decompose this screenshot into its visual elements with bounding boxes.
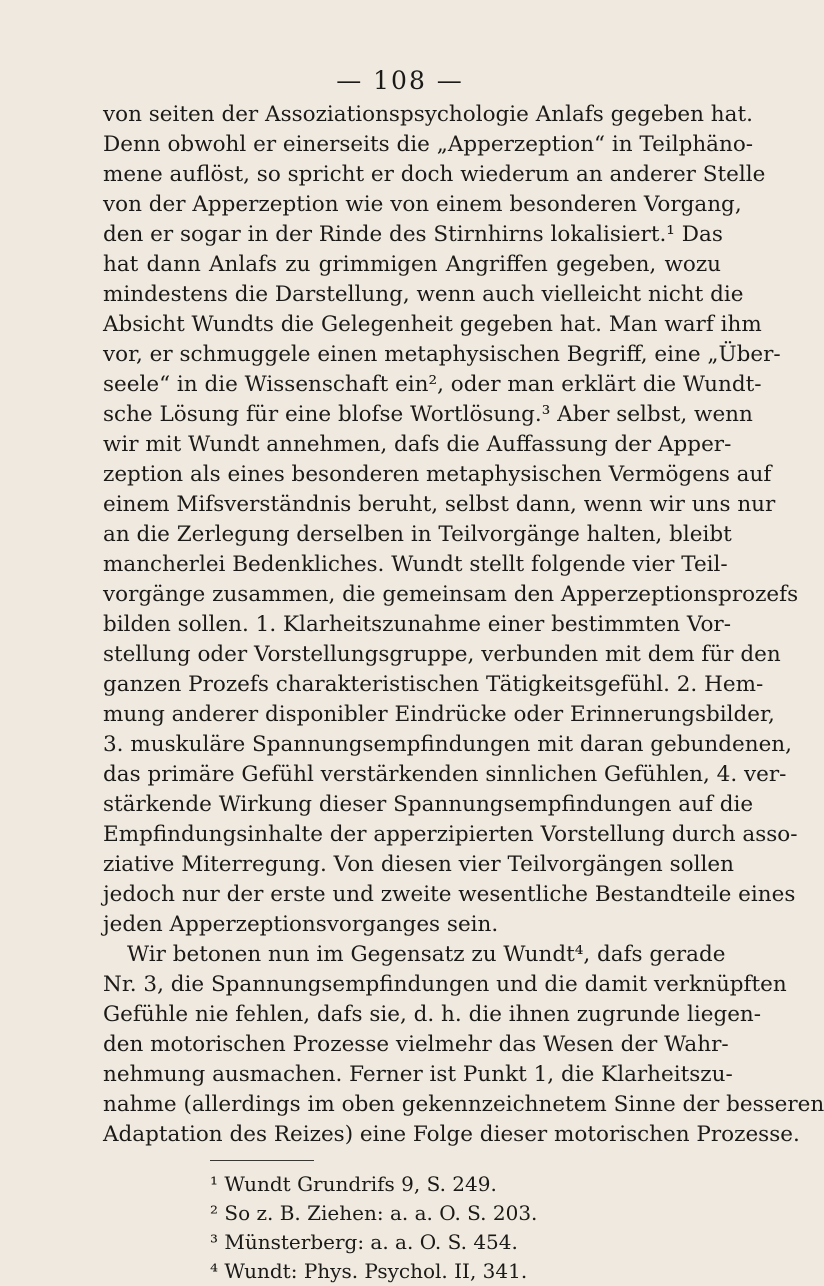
footnote-1: ¹ Wundt Grundrifs 9, S. 249. <box>210 1172 497 1196</box>
body-line-26: ziative Miterregung. Von diesen vier Teilvorgängen sollen <box>103 852 734 877</box>
body-line-19: stellung oder Vorstellungsgruppe, verbunden mit dem für den <box>103 642 781 667</box>
body-line-14: einem Mifsverständnis beruht, selbst dann, wenn wir uns nur <box>103 492 776 517</box>
body-line-18: bilden sollen. 1. Klarheitszunahme einer bestimmten Vor- <box>103 612 731 637</box>
body-line-34: nahme (allerdings im oben gekennzeichnetem Sinne der besseren <box>103 1092 824 1117</box>
footnote-3: ³ Münsterberg: a. a. O. S. 454. <box>210 1230 518 1254</box>
footnote-divider <box>210 1160 314 1161</box>
body-line-7: mindestens die Darstellung, wenn auch vielleicht nicht die <box>103 282 744 307</box>
body-line-21: mung anderer disponibler Eindrücke oder Erinnerungsbilder, <box>103 702 775 727</box>
body-line-16: mancherlei Bedenkliches. Wundt stellt folgende vier Teil- <box>103 552 728 577</box>
body-line-32: den motorischen Prozesse vielmehr das Wesen der Wahr- <box>103 1032 729 1057</box>
body-line-3: mene auflöst, so spricht er doch wiederum an anderer Stelle <box>103 162 766 187</box>
body-line-28: jeden Apperzeptionsvorganges sein. <box>103 912 499 937</box>
body-line-6: hat dann Anlafs zu grimmigen Angriffen gegeben, wozu <box>103 252 721 277</box>
body-line-12: wir mit Wundt annehmen, dafs die Auffassung der Apper- <box>103 432 732 457</box>
body-line-23: das primäre Gefühl verstärkenden sinnlichen Gefühlen, 4. ver- <box>103 762 787 787</box>
body-line-17: vorgänge zusammen, die gemeinsam den Apperzeptionsprozefs <box>103 582 799 607</box>
body-line-13: zeption als eines besonderen metaphysischen Vermögens auf <box>103 462 772 487</box>
body-line-5: den er sogar in der Rinde des Stirnhirns lokalisiert.¹ Das <box>103 222 723 247</box>
body-line-27: jedoch nur der erste und zweite wesentliche Bestandteile eines <box>103 882 796 907</box>
body-line-11: sche Lösung für eine blofse Wortlösung.³ Aber selbst, wenn <box>103 402 753 427</box>
page-number: — 108 — <box>336 66 464 95</box>
footnote-2: ² So z. B. Ziehen: a. a. O. S. 203. <box>210 1201 538 1225</box>
body-line-29: Wir betonen nun im Gegensatz zu Wundt⁴, dafs gerade <box>127 942 726 967</box>
body-line-24: stärkende Wirkung dieser Spannungsempfindungen auf die <box>103 792 754 817</box>
body-line-31: Gefühle nie fehlen, dafs sie, d. h. die ihnen zugrunde liegen- <box>103 1002 762 1027</box>
body-line-20: ganzen Prozefs charakteristischen Tätigkeitsgefühl. 2. Hem- <box>103 672 764 697</box>
body-line-9: vor, er schmuggele einen metaphysischen Begriff, eine „Über- <box>103 342 781 367</box>
body-line-2: Denn obwohl er einerseits die „Apperzeption“ in Teilphäno- <box>103 132 754 157</box>
body-line-30: Nr. 3, die Spannungsempfindungen und die damit verknüpften <box>103 972 787 997</box>
body-line-10: seele“ in die Wissenschaft ein², oder man erklärt die Wundt- <box>103 372 762 397</box>
body-line-8: Absicht Wundts die Gelegenheit gegeben hat. Man warf ihm <box>103 312 762 337</box>
footnote-4: ⁴ Wundt: Phys. Psychol. II, 341. <box>210 1259 528 1283</box>
body-line-25: Empfindungsinhalte der apperzipierten Vorstellung durch asso- <box>103 822 798 847</box>
body-line-35: Adaptation des Reizes) eine Folge dieser motorischen Prozesse. <box>103 1122 800 1147</box>
body-line-4: von der Apperzeption wie von einem besonderen Vorgang, <box>103 192 742 217</box>
body-line-33: nehmung ausmachen. Ferner ist Punkt 1, die Klarheitszu- <box>103 1062 733 1087</box>
body-line-22: 3. muskuläre Spannungsempfindungen mit daran gebundenen, <box>103 732 792 757</box>
body-line-1: von seiten der Assoziationspsychologie Anlafs gegeben hat. <box>103 102 753 127</box>
body-line-15: an die Zerlegung derselben in Teilvorgänge halten, bleibt <box>103 522 732 547</box>
